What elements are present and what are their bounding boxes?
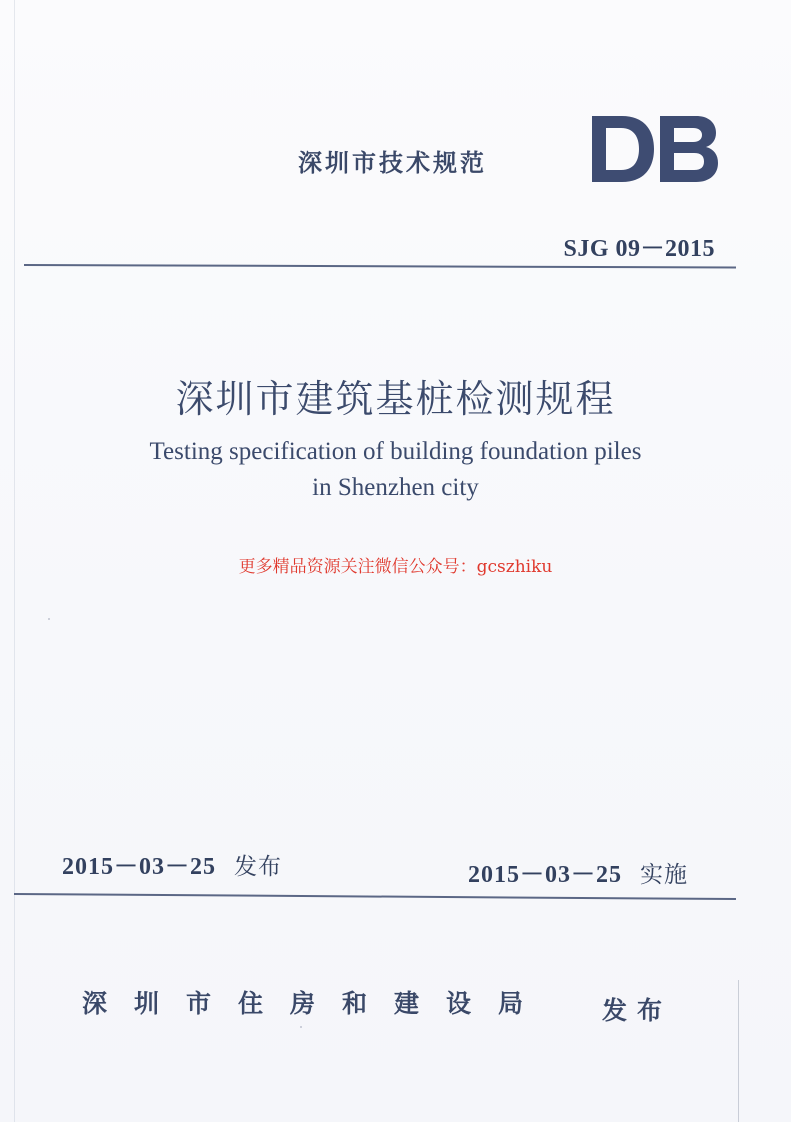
english-title-line-2: in Shenzhen city — [312, 474, 479, 501]
issue-date — [62, 846, 282, 881]
db-logo — [588, 112, 720, 186]
implementation-date-label: 实施 — [640, 862, 688, 888]
scan-speck — [300, 1026, 302, 1028]
english-title-line-1: Testing specification of building foundation piles — [149, 438, 642, 465]
page-right-edge — [738, 980, 739, 1122]
document-title-chinese: 深圳市建筑基桩检测规程 — [175, 377, 616, 421]
issue-date-label: 发布 — [234, 854, 282, 880]
watermark-text: 更多精品资源关注微信公众号：gcszhiku — [238, 557, 553, 577]
implementation-date-value: 2015－03－25 — [468, 862, 622, 888]
scan-speck — [48, 618, 50, 620]
document-title-english — [0, 434, 791, 506]
issue-date-value: 2015－03－25 — [62, 854, 216, 880]
standard-number: SJG 09－2015 — [563, 236, 715, 262]
top-divider — [24, 264, 736, 268]
series-title: 深圳市技术规范 — [298, 149, 487, 177]
publisher-name: 深圳市住房和建设局 — [82, 989, 551, 1018]
bottom-divider — [14, 893, 736, 900]
implementation-date — [468, 854, 688, 889]
publisher-action: 发布 — [602, 996, 673, 1025]
